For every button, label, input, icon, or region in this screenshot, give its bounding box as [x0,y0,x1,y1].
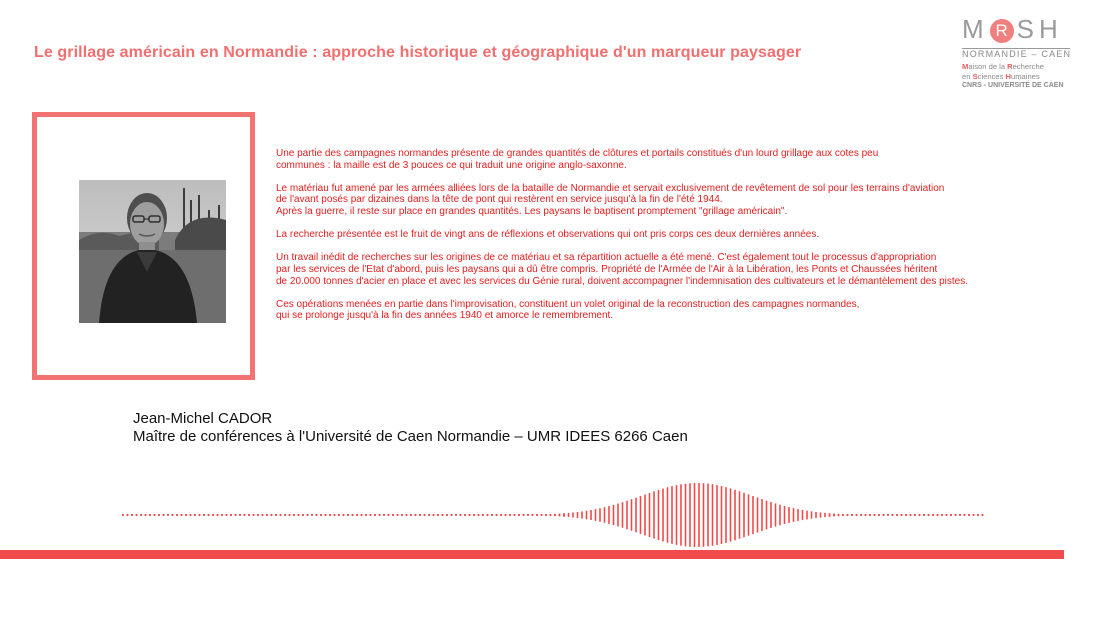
description-text [276,148,1116,334]
logo-letter-h: H [1039,14,1063,44]
paragraph-5: Ces opérations menées en partie dans l'improvisation, constituent un volet original de la reconstruction des campagnes normandes, qui se prolonge jusqu'à la fin des années 1940 et amorce le remembrement. [276,298,860,322]
paragraph-1: Une partie des campagnes normandes présente de grandes quantités de clôtures et portails constitués d'un lourd grillage aux cotes peu communes : la maille est de 3 pouces ce qui traduit une origine anglo-saxonne. [276,148,879,171]
page-title: Le grillage américain en Normandie : approche historique et géographique d'un marqueur paysager [34,44,802,61]
paragraph-3: La recherche présentée est le fruit de vingt ans de réflexions et observations qui ont pris corps ces deux dernières années. [276,229,820,241]
logo-letter-r: R [990,19,1014,43]
mrsh-logo [962,14,1074,94]
logo-text-part: umaines [1010,72,1040,81]
bottom-bar [0,550,1064,559]
logo-line-2 [962,72,1040,81]
logo-letters [962,14,1074,44]
logo-text-part: S [972,72,978,81]
logo-line-1 [962,62,1044,71]
logo-subtitle: NORMANDIE – CAEN [962,49,1072,59]
logo-letter-s: S [1016,14,1040,44]
logo-text-part: ciences [977,72,1006,81]
logo-text-part: aison de la [968,62,1008,71]
logo-line-3: CNRS - UNIVERSITÉ DE CAEN [962,82,1064,89]
author-role: Maître de conférences à l'Université de Caen Normandie – UMR IDEES 6266 Caen [133,428,688,445]
paragraph-2: Le matériau fut amené par les armées alliées lors de la bataille de Normandie et servait exclusivement de revêtement de sol pour les terrains d'aviation de l'avant posés par dizaines dans la tête de pont qui restèrent en service jusqu'à la fin de l'été 1944. Après la guerre, il reste sur place en grandes quantités. Les paysans le baptisent promptement "grillage américain". [276,182,945,217]
logo-text-part: echerche [1012,62,1044,71]
author-block [133,410,688,446]
paragraph-4: Un travail inédit de recherches sur les origines de ce matériau et sa répartition actuelle a été mené. C'est également tout le processus d'appropriation par les services de l'Etat d'abord, puis les paysans qui a dû être compris. Propriété de l'Armée de l'Air à la Libération, les Ponts et Chaussées héritent de 20.000 tonnes d'acier en place et avec les services du Génie rural, doivent accompagner l'indemnisation des cultivateurs et le démantèlement des pistes. [276,252,968,287]
logo-text-part: R [1007,62,1013,71]
author-name: Jean-Michel CADOR [133,410,273,427]
author-photo [79,180,226,323]
logo-text-part: en [962,72,973,81]
logo-text-part: M [962,62,969,71]
logo-text-part: H [1005,72,1011,81]
logo-letter-m: M [962,14,989,44]
audio-waveform [122,478,988,552]
